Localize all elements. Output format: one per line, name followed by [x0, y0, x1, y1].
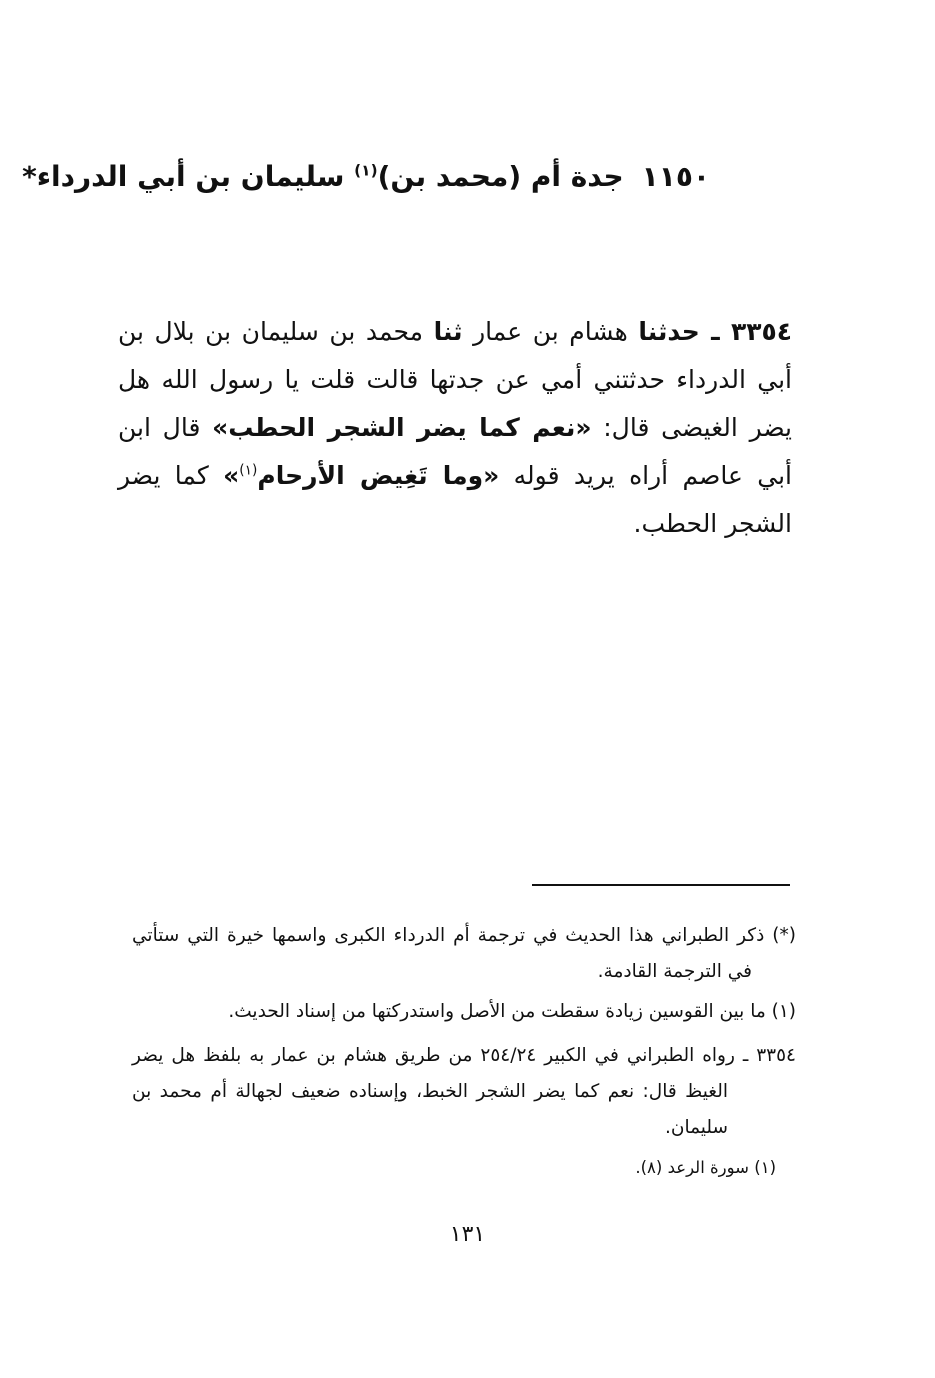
- heading-footnote-ref: (١): [354, 161, 378, 180]
- entry-number: ١١٥٠: [641, 160, 710, 193]
- hadith-text-2: محمد بن سليمان بن بلال بن أبي الدرداء حدثتني أمي عن جدتها قالت قلت يا رسول الله هل يضر الغيضى قال:: [118, 317, 793, 442]
- footnote-source-3354: ٣٣٥٤ ـ رواه الطبراني في الكبير ٢٥٤/٢٤ من طريق هشام بن عمار به بلفظ هل يضر الغيظ قال: نعم كما يضر الشجر الخبط، وإسناده ضعيف لجهالة أم محمد بن سليمان.: [132, 1045, 796, 1138]
- footnote-star: (*) ذكر الطبراني هذا الحديث في ترجمة أم الدرداء الكبرى واسمها خيرة التي ستأتي في الترجمة القادمة.: [132, 925, 796, 982]
- page-number: ١٣١: [449, 1222, 486, 1247]
- footnotes: [132, 918, 796, 1190]
- entry-title-pre: جدة أم (محمد بن): [377, 160, 624, 193]
- hadith-footnote-ref: (١): [239, 462, 258, 479]
- hadith-text-1: هشام بن عمار: [462, 317, 639, 346]
- hadith-text-4: كما يضر الشجر الحطب.: [118, 461, 792, 538]
- footnote-1b: (١) سورة الرعد (٨).: [635, 1158, 776, 1177]
- footnote-1: (١) ما بين القوسين زيادة سقطت من الأصل واستدركتها من إسناد الحديث.: [228, 1001, 796, 1022]
- hadith-number: ٣٣٥٤ ـ: [699, 317, 793, 346]
- entry-title-post: سليمان بن أبي الدرداء: [36, 160, 355, 193]
- hadith-paragraph: [118, 308, 792, 548]
- heading-star: *: [22, 160, 37, 193]
- hadith-text-3: قال ابن أبي عاصم أراه يريد قوله: [118, 413, 792, 490]
- footnote-separator: [532, 884, 790, 886]
- quran-quote: «وما تَغِيض الأرحام: [257, 461, 500, 490]
- thana-word: ثنا: [433, 317, 463, 346]
- narrated-word: حدثنا: [638, 317, 700, 346]
- entry-heading: [22, 160, 710, 194]
- quran-quote-close: »: [223, 461, 240, 490]
- prophetic-quote: «نعم كما يضر الشجر الحطب»: [212, 413, 592, 442]
